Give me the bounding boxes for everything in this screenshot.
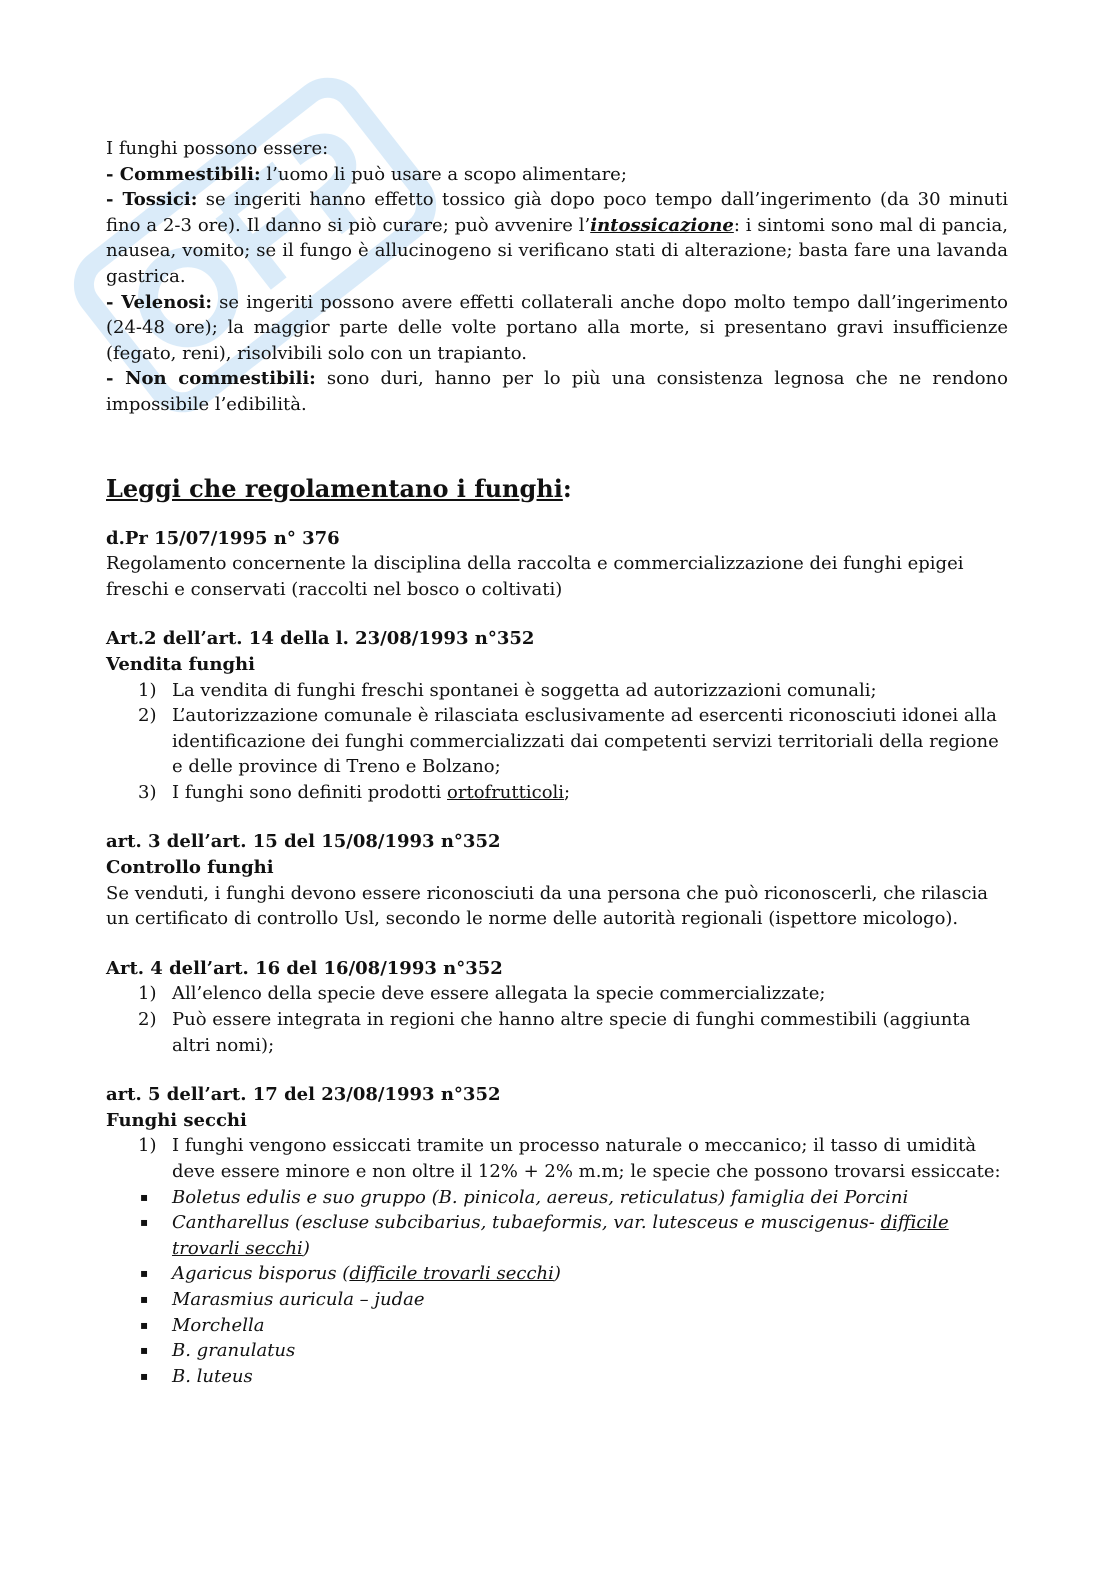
law-subtitle: Funghi secchi [106, 1109, 247, 1131]
list-item: 1) All’elenco della specie deve essere allegata la specie commercializzate; [138, 983, 826, 1005]
species-list [106, 1185, 1008, 1390]
list-item: 1) I funghi vengono essiccati tramite un processo naturale o meccanico; il tasso di umidità deve essere minore e non oltre il 12% + 2% m.m; le specie che possono trovarsi essiccate: [138, 1135, 1001, 1182]
species-item: ▪ Agaricus bisporus (difficile trovarli secchi) [106, 1261, 1008, 1287]
law-funghi-secchi [106, 1082, 1008, 1389]
list-item: 1) La vendita di funghi freschi spontanei è soggetta ad autorizzazioni comunali; [138, 679, 877, 701]
list-item: 2) Può essere integrata in regioni che hanno altre specie di funghi commestibili (aggiunta altri nomi); [138, 1009, 971, 1056]
intro-item-non-commestibili: - Non commestibili: sono duri, hanno per lo più una consistenza legnosa che ne rendono impossibile l’edibilità. [106, 368, 1008, 415]
square-bullet-icon: ▪ [140, 1266, 149, 1281]
list-item: 2) L’autorizzazione comunale è rilasciata esclusivamente ad esercenti riconosciuti idonei alla identificazione dei funghi commercializzati dai competenti servizi territoriali della regione e delle province di Treno e Bolzano; [138, 705, 999, 778]
law-title: Art.2 dell’art. 14 della l. 23/08/1993 n°352 [106, 628, 535, 650]
document-page [106, 136, 1008, 1413]
square-bullet-icon: ▪ [140, 1343, 149, 1358]
law-subtitle: Vendita funghi [106, 653, 255, 675]
square-bullet-icon: ▪ [140, 1317, 149, 1332]
intro-section [106, 136, 1008, 418]
law-title: d.Pr 15/07/1995 n° 376 [106, 527, 340, 549]
square-bullet-icon: ▪ [140, 1215, 149, 1230]
intro-item-velenosi: - Velenosi: se ingeriti possono avere effetti collaterali anche dopo molto tempo dall’ingerimento (24-48 ore); la maggior parte delle volte portano alla morte, si presentano gravi insufficienze (fegato, reni), risolvibili solo con un trapianto. [106, 291, 1008, 364]
law-subtitle: Controllo funghi [106, 857, 274, 879]
species-item: ▪ Morchella [106, 1313, 1008, 1339]
species-item: ▪ Cantharellus (escluse subcibarius, tubaeformis, var. lutesceus e muscigenus- difficile trovarli secchi) [140, 1212, 949, 1259]
species-item: ▪ B. granulatus [106, 1338, 1008, 1364]
law-elenco-specie [106, 956, 1008, 1058]
law-vendita-funghi [106, 626, 1008, 805]
square-bullet-icon: ▪ [140, 1189, 149, 1204]
law-title: Art. 4 dell’art. 16 del 16/08/1993 n°352 [106, 957, 503, 979]
law-title: art. 5 dell’art. 17 del 23/08/1993 n°352 [106, 1084, 501, 1106]
numbered-list [106, 981, 1008, 1058]
intro-item-tossici: - Tossici: se ingeriti hanno effetto tossico già dopo poco tempo dall’ingerimento (da 30 minuti fino a 2-3 ore). Il danno si piò curare; può avvenire l’intossicazione: i sintomi sono mal di pancia, nausea, vomito; se il fungo è allucinogeno si verificano stati di alterazione; basta fare una lavanda gastrica. [106, 189, 1009, 287]
ortofrutticoli-link[interactable]: ortofrutticoli [447, 781, 565, 803]
species-item: ▪ Boletus edulis e suo gruppo (B. pinicola, aereus, reticulatus) famiglia dei Porcini [106, 1185, 1008, 1211]
square-bullet-icon: ▪ [140, 1368, 149, 1383]
intossicazione-term: intossicazione [590, 214, 734, 236]
list-item: 3) I funghi sono definiti prodotti ortofrutticoli; [138, 781, 571, 803]
section-heading: Leggi che regolamentano i funghi: [106, 473, 572, 503]
law-dpr-376 [106, 526, 1008, 603]
species-item: ▪ B. luteus [106, 1364, 1008, 1390]
law-body: Se venduti, i funghi devono essere riconosciuti da una persona che può riconoscerli, che rilascia un certificato di controllo Usl, secondo le norme delle autorità regionali (ispettore micologo). [106, 882, 988, 930]
law-title: art. 3 dell’art. 15 del 15/08/1993 n°352 [106, 831, 501, 853]
law-body: Regolamento concernente la disciplina della raccolta e commercializzazione dei funghi epigei freschi e conservati (raccolti nel bosco o coltivati) [106, 553, 964, 600]
law-controllo-funghi [106, 829, 1008, 931]
intro-lead: I funghi possono essere: [106, 138, 329, 159]
intro-item-commestibili: - Commestibili: l’uomo li può usare a scopo alimentare; [106, 163, 627, 185]
numbered-list [106, 678, 1008, 806]
square-bullet-icon: ▪ [140, 1291, 149, 1306]
numbered-list [106, 1133, 1008, 1184]
species-item: ▪ Marasmius auricula – judae [106, 1287, 1008, 1313]
